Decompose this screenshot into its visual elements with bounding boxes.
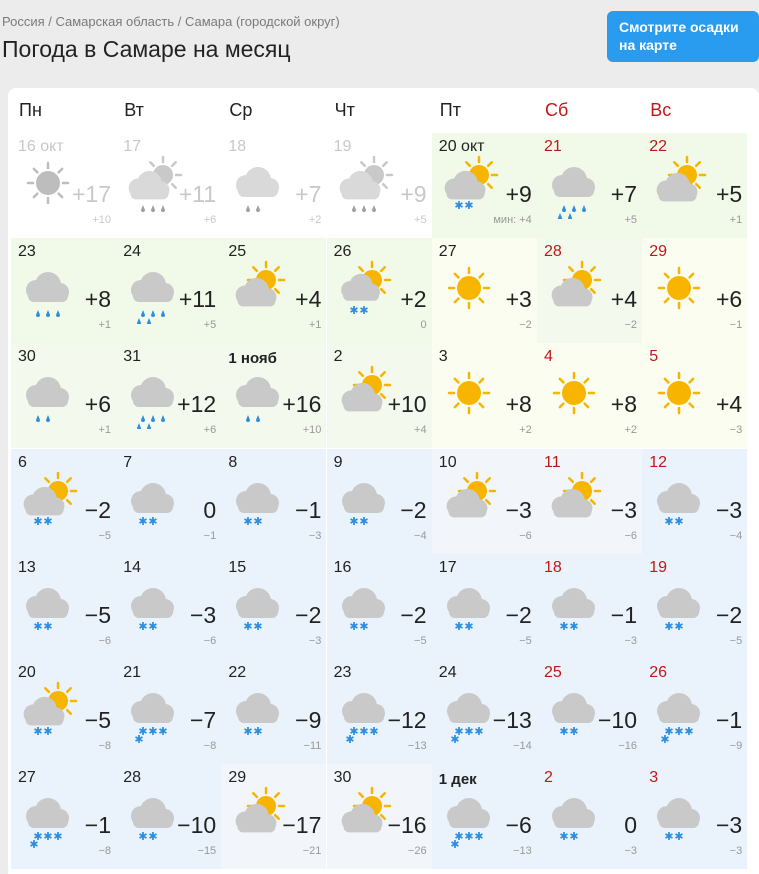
min-temp: −13	[513, 845, 532, 858]
day-cell[interactable]	[221, 659, 326, 764]
day-cell[interactable]	[537, 343, 642, 448]
day-date: 6	[18, 453, 27, 471]
day-date: 20 окт	[438, 138, 485, 155]
min-temp: −8	[98, 845, 111, 858]
max-temp: +17	[71, 181, 111, 207]
svg-text:✱: ✱	[454, 830, 464, 844]
svg-text:✱: ✱	[33, 725, 43, 738]
svg-text:✱: ✱	[243, 619, 253, 633]
svg-text:✱: ✱	[450, 733, 460, 745]
svg-text:✱: ✱	[569, 619, 579, 633]
svg-text:✱: ✱	[664, 725, 674, 738]
svg-text:✱: ✱	[138, 830, 148, 844]
max-temp: +5	[715, 181, 743, 207]
min-temp: −6	[203, 634, 217, 647]
min-temp: +5	[203, 319, 217, 332]
day-date: 22	[649, 138, 667, 155]
day-date: 19	[333, 138, 352, 155]
weekday-5: Сб	[545, 100, 569, 120]
max-temp: +9	[400, 181, 427, 207]
day-date: 30	[333, 769, 352, 787]
day-date: 21	[544, 138, 562, 155]
day-cell[interactable]	[221, 133, 326, 238]
weekday-3: Чт	[334, 100, 355, 120]
svg-text:✱: ✱	[454, 725, 464, 738]
svg-text:✱: ✱	[348, 619, 359, 633]
day-cell[interactable]	[116, 449, 221, 554]
svg-text:✱: ✱	[348, 514, 359, 528]
min-temp: +1	[729, 214, 743, 226]
day-date: 9	[333, 453, 343, 471]
max-temp: −5	[84, 601, 111, 628]
day-date: 4	[544, 348, 553, 366]
day-cell[interactable]	[327, 449, 432, 554]
svg-text:✱: ✱	[148, 514, 158, 528]
svg-text:✱: ✱	[358, 514, 369, 528]
min-temp: 0	[420, 319, 427, 332]
day-cell[interactable]	[327, 554, 432, 659]
min-temp: +2	[519, 424, 532, 437]
max-temp: −3	[610, 496, 637, 523]
day-cell[interactable]	[432, 449, 537, 554]
min-temp: +5	[624, 214, 637, 226]
day-date: 20	[18, 664, 36, 681]
svg-text:✱: ✱	[358, 619, 369, 633]
max-temp: −3	[715, 496, 743, 523]
min-temp: −3	[729, 845, 743, 858]
max-temp: −5	[84, 707, 111, 733]
day-date: 29	[228, 769, 247, 787]
min-temp: −13	[407, 740, 427, 752]
max-temp: −3	[505, 496, 532, 523]
svg-text:✱: ✱	[33, 514, 43, 528]
svg-text:✱: ✱	[684, 725, 694, 738]
page-title: Погода в Самаре на месяц	[2, 36, 291, 62]
day-date: 16	[333, 558, 352, 576]
svg-text:✱: ✱	[148, 830, 158, 844]
svg-text:✱: ✱	[53, 830, 63, 844]
day-cell[interactable]	[116, 554, 221, 659]
day-cell[interactable]	[116, 659, 221, 764]
max-temp: 0	[624, 812, 637, 839]
weekday-4: Пт	[439, 100, 461, 120]
breadcrumb[interactable]: Россия / Самарская область / Самара (городской округ)	[2, 14, 340, 29]
day-cell[interactable]	[11, 449, 116, 554]
max-temp: +4	[295, 286, 322, 313]
svg-text:✱: ✱	[559, 725, 569, 738]
svg-text:✱: ✱	[474, 725, 484, 738]
day-date: 1 нояб	[228, 350, 277, 368]
max-temp: +2	[400, 286, 427, 313]
svg-text:✱: ✱	[253, 619, 263, 633]
min-temp: −5	[519, 634, 532, 647]
weekday-0: Пн	[19, 100, 42, 120]
min-temp: −6	[519, 529, 532, 542]
min-temp: −9	[729, 740, 743, 752]
min-temp: −3	[308, 529, 322, 542]
day-date: 23	[18, 243, 36, 261]
min-temp: −21	[302, 845, 322, 858]
day-cell[interactable]	[327, 764, 432, 869]
svg-text:✱: ✱	[454, 199, 464, 212]
day-date: 31	[123, 348, 141, 366]
day-date: 10	[438, 453, 457, 471]
max-temp: +8	[505, 391, 532, 418]
day-cell[interactable]	[327, 659, 432, 764]
day-date: 7	[123, 453, 133, 471]
svg-text:✱: ✱	[674, 619, 684, 633]
min-temp: +2	[624, 424, 637, 437]
min-temp: +5	[414, 214, 427, 226]
svg-text:✱: ✱	[674, 725, 684, 738]
day-cell[interactable]	[221, 343, 326, 448]
max-temp: −3	[715, 812, 743, 839]
day-date: 25	[544, 664, 562, 681]
max-temp: −6	[505, 812, 532, 839]
svg-text:✱: ✱	[454, 619, 464, 633]
max-temp: +16	[282, 391, 322, 418]
max-temp: −1	[610, 601, 637, 628]
day-date: 16 окт	[18, 138, 64, 155]
svg-text:✱: ✱	[253, 725, 263, 738]
svg-text:✱: ✱	[368, 725, 379, 738]
max-temp: −1	[295, 496, 322, 523]
svg-text:✱: ✱	[674, 514, 684, 528]
day-date: 1 дек	[438, 771, 477, 789]
min-temp: −26	[407, 845, 427, 858]
min-temp: −2	[519, 319, 532, 332]
day-cell[interactable]	[642, 238, 747, 343]
svg-text:✱: ✱	[664, 830, 674, 844]
weekday-1: Вт	[124, 100, 144, 120]
day-cell[interactable]	[537, 659, 642, 764]
min-temp: +1	[308, 319, 322, 332]
svg-text:✱: ✱	[348, 304, 359, 318]
precipitation-map-button[interactable]: Смотрите осадки на карте	[607, 11, 759, 62]
day-date: 27	[438, 243, 457, 261]
max-temp: −1	[84, 812, 111, 839]
day-cell[interactable]	[432, 554, 537, 659]
day-cell[interactable]	[11, 659, 116, 764]
min-temp: −1	[729, 319, 743, 332]
weekday-2: Ср	[229, 100, 253, 120]
svg-text:✱: ✱	[674, 830, 684, 844]
day-date: 27	[18, 769, 36, 787]
svg-text:✱: ✱	[569, 830, 579, 844]
min-temp: −5	[414, 634, 427, 647]
max-temp: +7	[610, 181, 637, 207]
min-temp: +6	[203, 424, 217, 437]
max-temp: −7	[189, 707, 217, 733]
max-temp: 0	[203, 496, 217, 523]
max-temp: +12	[177, 391, 217, 418]
day-date: 26	[333, 243, 352, 261]
min-temp: −3	[729, 424, 743, 437]
min-temp: −5	[729, 634, 743, 647]
day-cell[interactable]	[642, 133, 747, 238]
max-temp: +8	[610, 391, 637, 418]
day-date: 17	[123, 138, 141, 155]
day-cell[interactable]	[221, 764, 326, 869]
min-temp: −14	[513, 740, 532, 752]
svg-text:✱: ✱	[134, 733, 144, 745]
svg-text:✱: ✱	[43, 619, 53, 633]
min-temp: +10	[92, 214, 111, 226]
day-date: 24	[123, 243, 141, 261]
min-temp: +1	[98, 424, 111, 437]
day-cell[interactable]	[642, 449, 747, 554]
max-temp: +9	[505, 181, 532, 207]
svg-text:✱: ✱	[464, 725, 474, 738]
max-temp: −1	[715, 707, 743, 733]
day-cell[interactable]	[537, 764, 642, 869]
day-date: 15	[228, 558, 247, 576]
max-temp: −12	[387, 707, 427, 733]
max-temp: +3	[505, 286, 532, 313]
day-cell[interactable]	[432, 659, 537, 764]
min-temp: −6	[624, 529, 637, 542]
max-temp: +4	[610, 286, 637, 313]
max-temp: +6	[84, 391, 111, 418]
svg-text:✱: ✱	[450, 838, 460, 851]
day-date: 18	[228, 138, 247, 155]
svg-text:✱: ✱	[559, 830, 569, 844]
day-cell[interactable]	[432, 764, 537, 869]
min-temp: −3	[624, 845, 637, 858]
day-cell[interactable]	[327, 133, 432, 238]
day-date: 29	[649, 243, 667, 261]
svg-text:✱: ✱	[474, 830, 484, 844]
max-temp: +7	[295, 181, 322, 207]
min-temp: −8	[98, 740, 111, 752]
min-temp: −11	[303, 740, 322, 752]
max-temp: −16	[387, 812, 427, 839]
svg-text:✱: ✱	[664, 619, 674, 633]
svg-text:✱: ✱	[29, 838, 39, 851]
day-cell[interactable]	[11, 764, 116, 869]
svg-text:✱: ✱	[253, 514, 263, 528]
svg-text:✱: ✱	[464, 199, 474, 212]
max-temp: −10	[177, 812, 217, 839]
max-temp: −2	[295, 601, 322, 628]
day-cell[interactable]	[116, 238, 221, 343]
svg-text:✱: ✱	[138, 619, 148, 633]
day-date: 24	[438, 664, 457, 681]
min-temp: −6	[98, 634, 111, 647]
day-date: 22	[228, 664, 247, 681]
max-temp: +4	[715, 391, 743, 418]
min-temp: +1	[98, 319, 111, 332]
svg-text:✱: ✱	[348, 725, 359, 738]
min-temp: −5	[98, 529, 111, 542]
day-cell[interactable]	[327, 238, 432, 343]
svg-text:✱: ✱	[464, 830, 474, 844]
day-date: 17	[438, 558, 457, 576]
day-date: 11	[544, 453, 561, 471]
day-cell[interactable]	[11, 238, 116, 343]
day-date: 25	[228, 243, 247, 261]
day-date: 5	[649, 348, 659, 366]
svg-text:✱: ✱	[33, 619, 43, 633]
svg-text:✱: ✱	[43, 514, 53, 528]
day-cell[interactable]	[11, 343, 116, 448]
day-date: 12	[649, 453, 667, 471]
min-temp: −16	[618, 740, 637, 752]
day-cell[interactable]	[221, 554, 326, 659]
min-temp: −15	[197, 845, 217, 858]
svg-text:✱: ✱	[660, 733, 670, 745]
day-cell[interactable]	[221, 449, 326, 554]
max-temp: −2	[715, 601, 743, 628]
min-temp: +10	[302, 424, 322, 437]
svg-text:✱: ✱	[559, 619, 569, 633]
day-date: 18	[544, 558, 562, 576]
day-cell[interactable]	[11, 554, 116, 659]
max-temp: +10	[387, 391, 427, 418]
svg-text:✱: ✱	[148, 619, 158, 633]
day-date: 19	[649, 558, 667, 576]
svg-text:✱: ✱	[138, 514, 148, 528]
day-date: 2	[544, 769, 553, 787]
day-date: 8	[228, 453, 238, 471]
min-temp: −4	[729, 529, 743, 542]
svg-text:✱: ✱	[243, 514, 253, 528]
min-temp: +6	[203, 214, 217, 226]
weekday-6: Вс	[650, 100, 672, 120]
svg-text:✱: ✱	[664, 514, 674, 528]
day-date: 14	[123, 558, 141, 576]
svg-text:✱: ✱	[158, 725, 168, 738]
day-cell[interactable]	[432, 238, 537, 343]
max-temp: −13	[492, 707, 532, 733]
svg-text:✱: ✱	[148, 725, 158, 738]
svg-text:✱: ✱	[358, 725, 369, 738]
day-cell[interactable]	[537, 449, 642, 554]
max-temp: +11	[178, 286, 217, 313]
svg-text:✱: ✱	[43, 830, 53, 844]
day-date: 23	[333, 664, 352, 681]
day-date: 2	[333, 348, 343, 366]
min-temp: −1	[203, 529, 217, 542]
day-cell[interactable]	[432, 343, 537, 448]
day-cell[interactable]	[537, 133, 642, 238]
min-temp: −8	[203, 740, 217, 752]
min-temp: −3	[308, 634, 322, 647]
svg-text:✱: ✱	[344, 733, 355, 745]
day-cell[interactable]	[642, 764, 747, 869]
day-date: 30	[18, 348, 36, 366]
svg-text:✱: ✱	[33, 830, 43, 844]
day-cell[interactable]	[537, 554, 642, 659]
day-date: 28	[544, 243, 562, 261]
day-cell[interactable]	[116, 343, 221, 448]
day-date: 3	[649, 769, 659, 787]
max-temp: −9	[295, 707, 322, 733]
max-temp: −2	[400, 496, 427, 523]
svg-text:✱: ✱	[569, 725, 579, 738]
day-date: 21	[123, 664, 141, 681]
min-temp: мин: +4	[493, 214, 532, 226]
max-temp: −17	[282, 812, 322, 839]
day-cell[interactable]	[116, 133, 221, 238]
min-temp: −2	[624, 319, 637, 332]
svg-text:✱: ✱	[243, 725, 253, 738]
svg-text:✱: ✱	[464, 619, 474, 633]
max-temp: +11	[178, 181, 217, 207]
max-temp: −10	[597, 707, 637, 733]
day-date: 13	[18, 558, 36, 576]
day-cell[interactable]	[537, 238, 642, 343]
day-cell[interactable]	[11, 133, 116, 238]
day-cell[interactable]	[642, 554, 747, 659]
max-temp: −2	[400, 601, 427, 628]
day-cell[interactable]	[327, 343, 432, 448]
day-cell[interactable]	[221, 238, 326, 343]
min-temp: −3	[624, 634, 637, 647]
svg-text:✱: ✱	[358, 304, 369, 318]
max-temp: +8	[84, 286, 111, 313]
max-temp: −2	[505, 601, 532, 628]
min-temp: +2	[308, 214, 322, 226]
max-temp: +6	[715, 286, 743, 313]
max-temp: −3	[189, 601, 217, 628]
min-temp: −4	[414, 529, 427, 542]
svg-text:✱: ✱	[43, 725, 53, 738]
day-date: 28	[123, 769, 141, 787]
day-cell[interactable]	[642, 343, 747, 448]
day-date: 26	[649, 664, 667, 681]
day-cell[interactable]	[116, 764, 221, 869]
day-cell[interactable]	[642, 659, 747, 764]
day-date: 3	[438, 348, 448, 366]
max-temp: −2	[84, 496, 111, 523]
day-cell[interactable]	[432, 133, 537, 238]
min-temp: +4	[414, 424, 427, 437]
svg-text:✱: ✱	[138, 725, 148, 738]
